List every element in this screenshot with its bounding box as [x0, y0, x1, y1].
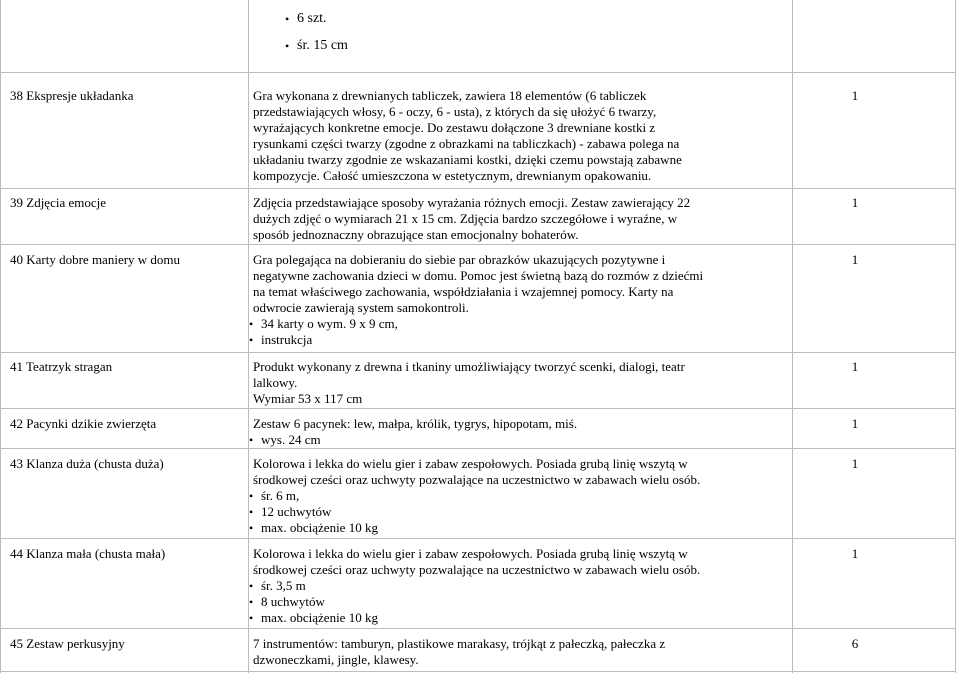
item-name: 44 Klanza mała (chusta mała) — [10, 546, 166, 561]
row-divider — [0, 408, 956, 409]
list-item: • 6 szt. — [297, 11, 327, 27]
item-name: 42 Pacynki dzikie zwierzęta — [10, 416, 157, 431]
item-description-line: kompozycje. Całość umieszczona w estetycznym, drewnianym opakowaniu. — [253, 168, 652, 183]
item-description-line: 7 instrumentów: tamburyn, plastikowe marakasy, trójkąt z pałeczką, pałeczka z — [253, 636, 666, 651]
item-description-line: Produkt wykonany z drewna i tkaniny umożliwiający tworzyć scenki, dialogi, teatr — [253, 359, 685, 374]
list-item: • 34 karty o wym. 9 x 9 cm, — [261, 316, 398, 332]
item-quantity: 1 — [851, 195, 859, 210]
list-item: • max. obciążenie 10 kg — [261, 610, 378, 626]
row-divider — [0, 538, 956, 539]
item-description-line: Kolorowa i lekka do wielu gier i zabaw zespołowych. Posiada grubą linię wszytą w — [253, 456, 688, 471]
item-quantity: 1 — [851, 456, 859, 471]
row-divider — [0, 352, 956, 353]
item-description-line: na temat właściwego zachowania, współdziałania i wzajemnej pomocy. Karty na — [253, 284, 674, 299]
item-description-line: Gra polegająca na dobieraniu do siebie par obrazków ukazujących pozytywne i — [253, 252, 666, 267]
item-quantity: 1 — [851, 88, 859, 103]
item-description-line: dzwoneczkami, jingle, klawesy. — [253, 652, 419, 667]
item-description-line: Zdjęcia przedstawiające sposoby wyrażania różnych emocji. Zestaw zawierający 22 — [253, 195, 691, 210]
item-description-line: sposób jednoznaczny obrazujące stan emocjonalny bohaterów. — [253, 227, 579, 242]
list-item: • max. obciążenie 10 kg — [261, 520, 378, 536]
item-description-line: rysunkami części twarzy (zgodne z obrazkami na tabliczkach) - zabawa polega na — [253, 136, 680, 151]
table-column-divider — [792, 0, 793, 673]
item-description-line: środkowej cześci oraz uchwyty pozwalające na uczestnictwo w zabawach wielu osób. — [253, 472, 701, 487]
row-divider — [0, 72, 956, 73]
item-description-line: lalkowy. — [253, 375, 298, 390]
table-border-bottom — [0, 671, 956, 672]
list-item: • wys. 24 cm — [261, 432, 321, 448]
item-description-line: Kolorowa i lekka do wielu gier i zabaw zespołowych. Posiada grubą linię wszytą w — [253, 546, 688, 561]
row-divider — [0, 244, 956, 245]
table-border-right — [955, 0, 956, 673]
item-description-line: przedstawiających włosy, 6 - oczy, 6 - usta), z których da się ułożyć 6 twarzy, — [253, 104, 657, 119]
item-quantity: 1 — [851, 546, 859, 561]
item-name: 38 Ekspresje układanka — [10, 88, 134, 103]
item-quantity: 1 — [851, 416, 859, 431]
item-description-line: układaniu twarzy zgodnie ze wskazaniami kostki, dzięki czemu powstają zabawne — [253, 152, 682, 167]
row-divider — [0, 628, 956, 629]
item-quantity: 6 — [851, 636, 859, 651]
item-name: 39 Zdjęcia emocje — [10, 195, 107, 210]
item-description-line: środkowej cześci oraz uchwyty pozwalające na uczestnictwo w zabawach wielu osób. — [253, 562, 701, 577]
item-description-line: Wymiar 53 x 117 cm — [253, 391, 363, 406]
item-quantity: 1 — [851, 252, 859, 267]
row-divider — [0, 188, 956, 189]
item-name: 45 Zestaw perkusyjny — [10, 636, 125, 651]
list-item: • śr. 15 cm — [297, 38, 348, 54]
item-name: 40 Karty dobre maniery w domu — [10, 252, 181, 267]
item-quantity: 1 — [851, 359, 859, 374]
row-divider — [0, 448, 956, 449]
list-item: • śr. 6 m, — [261, 488, 299, 504]
list-item: • śr. 3,5 m — [261, 578, 306, 594]
item-description-line: wyrażających konkretne emocje. Do zestawu dołączone 3 drewniane kostki z — [253, 120, 656, 135]
item-name: 41 Teatrzyk stragan — [10, 359, 113, 374]
item-description-line: negatywne zachowania dzieci w domu. Pomoc jest świetną bazą do rozmów z dziećmi — [253, 268, 704, 283]
item-description-line: odwrocie zawierają system samokontroli. — [253, 300, 469, 315]
table-border-left — [0, 0, 1, 673]
item-description-line: Zestaw 6 pacynek: lew, małpa, królik, tygrys, hipopotam, miś. — [253, 416, 578, 431]
list-item: • 12 uchwytów — [261, 504, 331, 520]
item-name: 43 Klanza duża (chusta duża) — [10, 456, 164, 471]
item-description-line: Gra wykonana z drewnianych tabliczek, zawiera 18 elementów (6 tabliczek — [253, 88, 647, 103]
list-item: • 8 uchwytów — [261, 594, 325, 610]
list-item: • instrukcja — [261, 332, 312, 348]
item-description-line: dużych zdjęć o wymiarach 21 x 15 cm. Zdjęcia bardzo szczegółowe i wyraźne, w — [253, 211, 678, 226]
